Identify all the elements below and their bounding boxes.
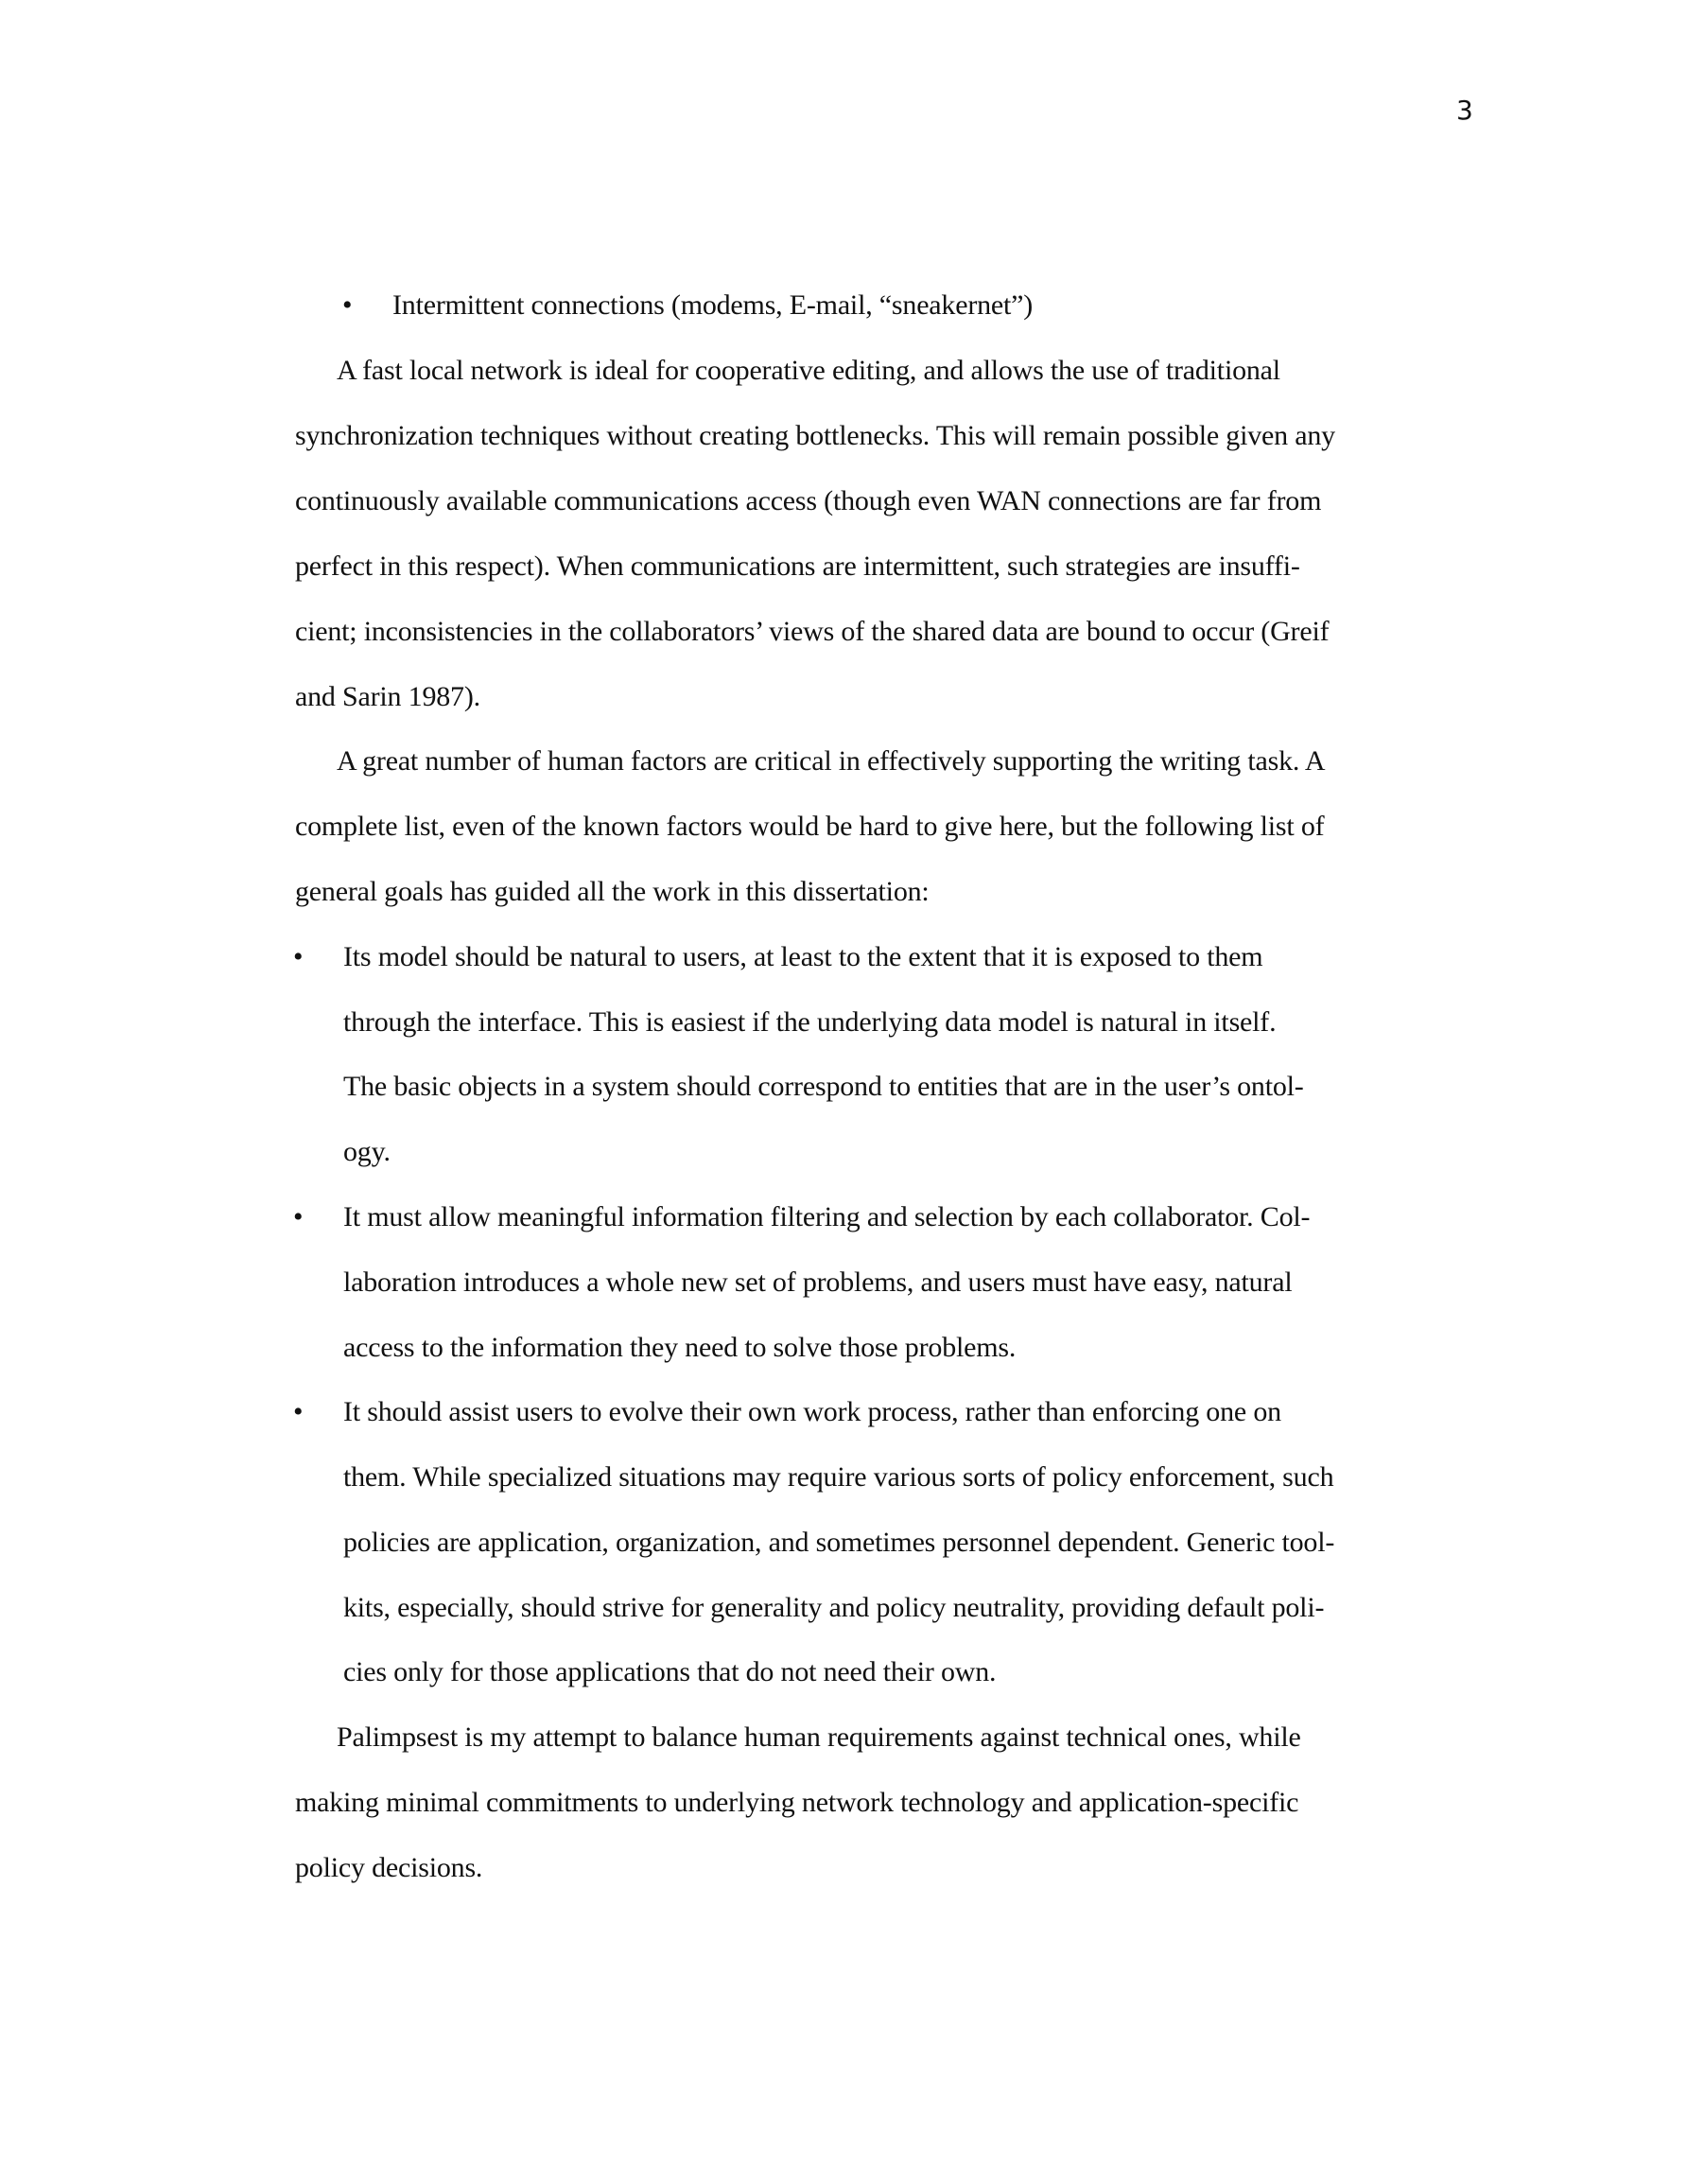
paragraph-line: perfect in this respect). When communications are intermittent, such strategies are insuffi- [295,550,1300,582]
intro-bullet-text: Intermittent connections (modems, E-mail, “sneakernet”) [392,289,1034,321]
goal-line: access to the information they need to solve those problems. [343,1332,1017,1363]
bullet-icon: • [293,1201,304,1232]
goal-line: cies only for those applications that do not need their own. [343,1656,997,1687]
paragraph-line: and Sarin 1987). [295,681,480,712]
goal-line: them. While specialized situations may require various sorts of policy enforcement, such [343,1461,1334,1493]
paragraph-line: cient; inconsistencies in the collaborators’ views of the shared data are bound to occur (Greif [295,616,1330,647]
paragraph-line: policy decisions. [295,1852,483,1883]
paragraph-line: A great number of human factors are critical in effectively supporting the writing task. A [337,745,1326,777]
bullet-icon: • [293,941,304,972]
goal-line: It should assist users to evolve their own work process, rather than enforcing one on [343,1396,1281,1427]
paragraph-line: general goals has guided all the work in this dissertation: [295,876,930,907]
goal-line: ogy. [343,1136,391,1167]
goal-line: It must allow meaningful information filtering and selection by each collaborator. Col- [343,1201,1311,1232]
paragraph-line: synchronization techniques without creating bottlenecks. This will remain possible given any [295,420,1335,451]
goal-line: through the interface. This is easiest if the underlying data model is natural in itself. [343,1006,1277,1038]
goal-line: kits, especially, should strive for generality and policy neutrality, providing default poli- [343,1592,1325,1623]
paragraph-line: making minimal commitments to underlying network technology and application-specific [295,1787,1299,1818]
paragraph-line: complete list, even of the known factors would be hard to give here, but the following list of [295,811,1325,842]
bullet-icon: • [293,1396,304,1427]
paragraph-line: continuously available communications access (though even WAN connections are far from [295,485,1322,516]
page-number: 3 [1456,95,1473,126]
goal-line: The basic objects in a system should correspond to entities that are in the user’s ontol- [343,1071,1304,1102]
paragraph-line: A fast local network is ideal for cooperative editing, and allows the use of traditional [337,355,1280,386]
goal-line: laboration introduces a whole new set of problems, and users must have easy, natural [343,1267,1293,1298]
goal-line: policies are application, organization, and sometimes personnel dependent. Generic tool- [343,1527,1335,1558]
goal-line: Its model should be natural to users, at least to the extent that it is exposed to them [343,941,1263,972]
paragraph-line: Palimpsest is my attempt to balance human requirements against technical ones, while [337,1721,1301,1753]
bullet-icon: • [342,289,353,321]
